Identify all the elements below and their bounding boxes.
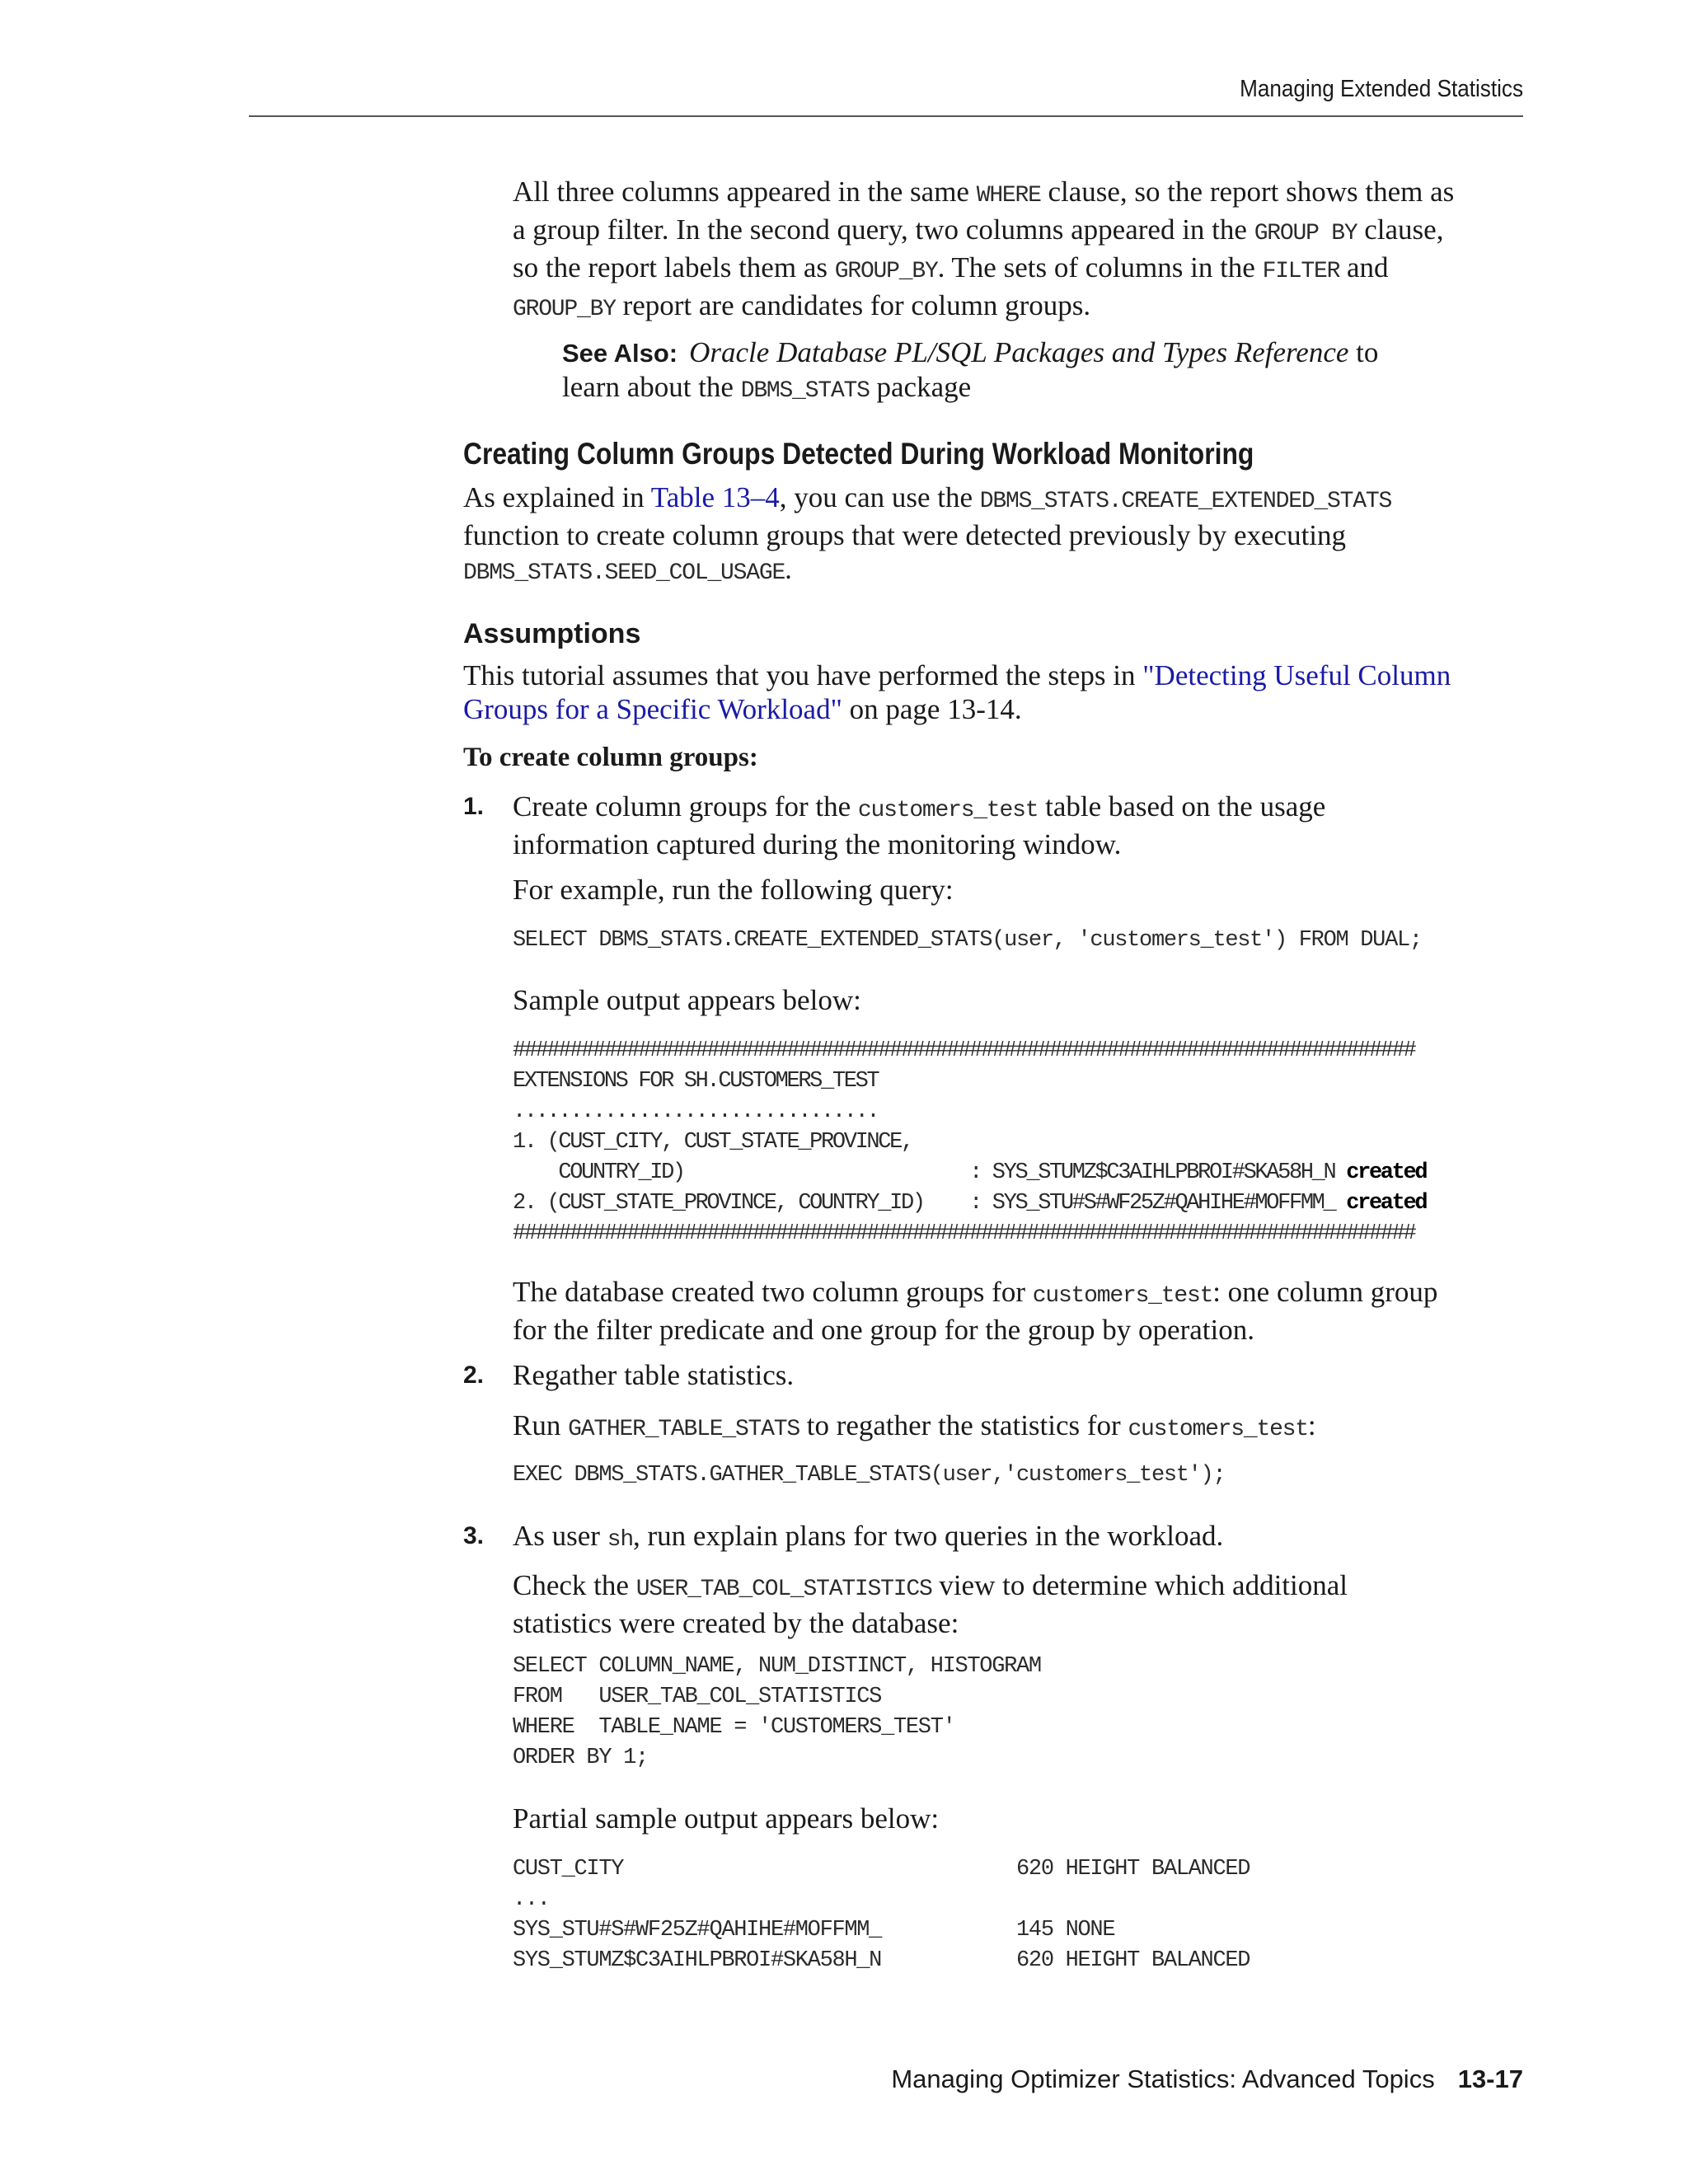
text: :	[1307, 1409, 1316, 1441]
code-block	[513, 926, 1422, 956]
see-also-note	[562, 335, 1378, 408]
code-line: ................................	[513, 1099, 879, 1124]
text: . The sets of columns in the	[937, 251, 1263, 284]
text: view to determine which additional	[931, 1569, 1348, 1601]
text: .	[785, 553, 792, 585]
text: As user	[513, 1520, 607, 1552]
code-line: 1. (CUST_CITY, CUST_STATE_PROVINCE,	[513, 1130, 912, 1155]
code-line: COUNTRY_ID) : SYS_STUMZ$C3AIHLPBROI#SKA58H_N	[513, 1160, 1347, 1185]
code-line: FROM USER_TAB_COL_STATISTICS	[513, 1685, 882, 1709]
text: All three columns appeared in the same	[513, 176, 977, 208]
section-paragraph	[463, 480, 1391, 590]
code-line: EXTENSIONS FOR SH.CUSTOMERS_TEST	[513, 1069, 879, 1094]
code-output	[513, 1036, 1426, 1249]
code-line: SELECT COLUMN_NAME, NUM_DISTINCT, HISTOGRAM	[513, 1654, 1041, 1679]
table-link[interactable]: Table 13–4	[650, 481, 780, 513]
step1-example-intro: For example, run the following query:	[513, 874, 954, 906]
text: Run	[513, 1409, 569, 1441]
book-title: Oracle Database PL/SQL Packages and Types Reference	[689, 336, 1349, 368]
step2-detail	[513, 1408, 1316, 1446]
intro-paragraph	[513, 175, 1454, 326]
running-header: Managing Extended Statistics	[1240, 76, 1523, 102]
section-link[interactable]: Groups for a Specific Workload"	[463, 693, 842, 725]
section-link[interactable]: "Detecting Useful Column	[1142, 659, 1451, 691]
text: to	[1348, 336, 1379, 368]
text: As explained in	[463, 481, 651, 513]
text: : one column group	[1212, 1276, 1438, 1308]
text: report are candidates for column groups.	[615, 289, 1091, 321]
code-inline: customers_test	[1032, 1283, 1213, 1309]
text: This tutorial assumes that you have performed the steps in	[463, 659, 1143, 691]
code-inline: customers_test	[857, 798, 1039, 823]
step-number: 2.	[463, 1361, 485, 1389]
section-heading: Creating Column Groups Detected During Workload Monitoring	[463, 437, 1254, 471]
step3-text	[513, 1519, 1223, 1557]
code-line: SYS_STU#S#WF25Z#QAHIHE#MOFFMM_ 145 NONE	[513, 1918, 1115, 1943]
code-line: ###############################################################################	[513, 1038, 1415, 1063]
step3-detail	[513, 1568, 1348, 1640]
text: clause,	[1357, 213, 1444, 246]
code-inline: DBMS_STATS.CREATE_EXTENDED_STATS	[979, 489, 1392, 514]
code-inline: GROUP_BY	[834, 259, 938, 284]
step-number: 3.	[463, 1522, 485, 1549]
code-inline: WHERE	[976, 183, 1041, 209]
page-footer	[249, 2064, 1523, 2094]
code-line: ORDER BY 1;	[513, 1746, 648, 1770]
text: a group filter. In the second query, two columns appeared in the	[513, 213, 1254, 246]
text: The database created two column groups for	[513, 1276, 1033, 1308]
text: Check the	[513, 1569, 636, 1601]
text: and	[1339, 251, 1389, 284]
code-inline: customers_test	[1128, 1417, 1308, 1442]
code-line: 2. (CUST_STATE_PROVINCE, COUNTRY_ID) : SYS_STU#S#WF25Z#QAHIHE#MOFFMM_	[513, 1191, 1347, 1216]
text: information captured during the monitoring window.	[513, 828, 1122, 860]
code-inline: GROUP BY	[1254, 221, 1357, 246]
code-block	[513, 1460, 1225, 1491]
step1-sample-intro: Sample output appears below:	[513, 984, 861, 1016]
text: for the filter predicate and one group for the group by operation.	[513, 1314, 1254, 1346]
code-output	[513, 1854, 1250, 1976]
text: function to create column groups that were detected previously by executing	[463, 519, 1347, 551]
text: , you can use the	[779, 481, 980, 513]
text: statistics were created by the database:	[513, 1607, 959, 1639]
text: learn about the	[562, 371, 741, 403]
step-number: 1.	[463, 793, 485, 820]
text: , run explain plans for two queries in the workload.	[632, 1520, 1224, 1552]
code-inline: GATHER_TABLE_STATS	[568, 1417, 799, 1442]
text: clause, so the report shows them as	[1040, 176, 1455, 208]
code-line: CUST_CITY 620 HEIGHT BALANCED	[513, 1857, 1250, 1882]
header-rule	[249, 115, 1523, 117]
assumptions-heading: Assumptions	[463, 618, 641, 649]
text: to regather the statistics for	[799, 1409, 1128, 1441]
code-line: SYS_STUMZ$C3AIHLPBROI#SKA58H_N 620 HEIGHT BALANCED	[513, 1948, 1250, 1973]
code-line: ...	[513, 1887, 550, 1912]
text: package	[869, 371, 972, 403]
code-inline: GROUP_BY	[513, 297, 616, 322]
text: on page 13-14.	[842, 693, 1022, 725]
step1-text	[513, 790, 1325, 861]
text: table based on the usage	[1038, 790, 1326, 823]
created-label: created	[1346, 1191, 1427, 1216]
step3-partial-intro: Partial sample output appears below:	[513, 1802, 940, 1835]
code-block	[513, 1652, 1041, 1774]
code-line: SELECT DBMS_STATS.CREATE_EXTENDED_STATS(user, 'customers_test') FROM DUAL;	[513, 928, 1422, 953]
page-number: 13-17	[1457, 2064, 1523, 2093]
code-inline: FILTER	[1262, 259, 1340, 284]
code-inline: sh	[607, 1527, 633, 1553]
code-line: EXEC DBMS_STATS.GATHER_TABLE_STATS(user,'customers_test');	[513, 1463, 1226, 1488]
text: so the report labels them as	[513, 251, 835, 284]
code-inline: USER_TAB_COL_STATISTICS	[635, 1577, 932, 1602]
created-label: created	[1346, 1160, 1427, 1185]
code-line: WHERE TABLE_NAME = 'CUSTOMERS_TEST'	[513, 1715, 955, 1740]
see-also-label: See Also:	[562, 339, 678, 368]
code-inline: DBMS_STATS	[740, 378, 870, 404]
text: Create column groups for the	[513, 790, 858, 823]
step1-result-text	[513, 1275, 1437, 1347]
procedure-title: To create column groups:	[463, 743, 758, 772]
footer-title: Managing Optimizer Statistics: Advanced Topics	[891, 2064, 1435, 2093]
code-inline: DBMS_STATS.SEED_COL_USAGE	[463, 560, 785, 586]
assumptions-paragraph	[463, 658, 1451, 726]
code-line: ###############################################################################	[513, 1221, 1415, 1246]
step2-text: Regather table statistics.	[513, 1359, 795, 1391]
